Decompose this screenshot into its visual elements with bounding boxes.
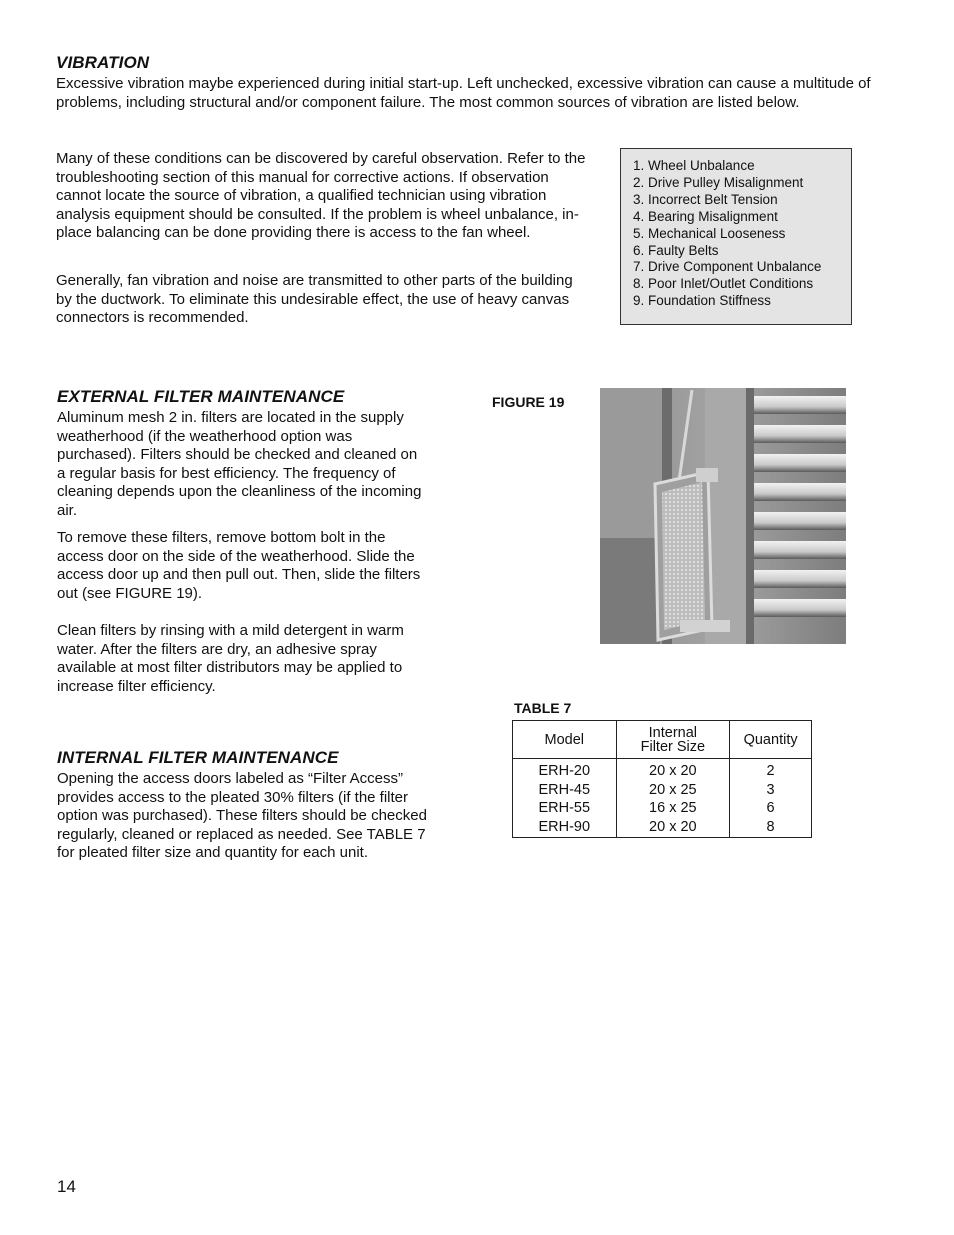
table-header-row — [513, 721, 812, 759]
cause-item: 3. Incorrect Belt Tension — [633, 191, 778, 207]
cause-item: 8. Poor Inlet/Outlet Conditions — [633, 276, 814, 292]
mesh-filter — [662, 482, 705, 630]
table-row — [513, 799, 812, 818]
vibration-heading: VIBRATION — [56, 53, 150, 72]
filter-size-cell: 20 x 20 — [616, 759, 730, 781]
external-filter-paragraph-3: Clean filters by rinsing with a mild detergent in warm water. After the filters are dry, an adhesive spray available at most filter distributors may be applied to increase filter efficiency. — [57, 622, 404, 695]
vibration-causes-box — [620, 148, 852, 325]
quantity-cell: 6 — [730, 799, 812, 818]
table-row — [513, 759, 812, 781]
filter-size-table — [512, 720, 812, 838]
model-cell: ERH-20 — [513, 759, 617, 781]
cause-item: 4. Bearing Misalignment — [633, 208, 778, 224]
model-cell: ERH-55 — [513, 799, 617, 818]
column-header-filter-size — [616, 721, 730, 759]
vibration-causes-list — [633, 158, 851, 310]
quantity-cell: 3 — [730, 781, 812, 800]
cause-item: 5. Mechanical Looseness — [633, 225, 786, 241]
figure-19-caption: FIGURE 19 — [492, 394, 565, 410]
cause-item: 1. Wheel Unbalance — [633, 158, 755, 173]
column-header-quantity: Quantity — [730, 721, 812, 759]
table-row — [513, 781, 812, 800]
filter-size-cell: 16 x 25 — [616, 799, 730, 818]
external-filter-heading: EXTERNAL FILTER MAINTENANCE — [57, 387, 345, 406]
quantity-cell: 8 — [730, 818, 812, 838]
model-cell: ERH-45 — [513, 781, 617, 800]
vibration-observation-paragraph: Many of these conditions can be discovered by careful observation. Refer to the troubleshooting section of this manual for corrective actions. If observation cannot locate the source of vibration, a qualified technician using vibration analysis equipment should be consulted. If the problem is wheel unbalance, in-place balancing can be done providing there is access to the fan wheel. — [56, 150, 586, 242]
vibration-ductwork-paragraph: Generally, fan vibration and noise are transmitted to other parts of the building by the ductwork. To eliminate this undesirable effect, the use of heavy canvas connectors is recommended. — [56, 272, 573, 327]
filter-size-cell: 20 x 25 — [616, 781, 730, 800]
table-row — [513, 818, 812, 838]
filter-size-cell: 20 x 20 — [616, 818, 730, 838]
table-7-caption: TABLE 7 — [514, 700, 572, 716]
vibration-intro: Excessive vibration maybe experienced during initial start-up. Left unchecked, excessive vibration can cause a multitude of problems, including structural and/or component failure. The most common sources of vibration are listed below. — [56, 75, 871, 111]
column-header-model: Model — [513, 721, 617, 759]
model-cell: ERH-90 — [513, 818, 617, 838]
internal-filter-paragraph: Opening the access doors labeled as “Filter Access” provides access to the pleated 30% filters (if the filter option was purchased). These filters should be checked regularly, cleaned or replaced as needed. See TABLE 7 for pleated filter size and quantity for each unit. — [57, 770, 427, 862]
cause-item: 2. Drive Pulley Misalignment — [633, 174, 804, 190]
page-number: 14 — [57, 1177, 76, 1196]
external-filter-paragraph-1: Aluminum mesh 2 in. filters are located in the supply weatherhood (if the weatherhood option was purchased). Filters should be checked and cleaned on a regular basis for best efficiency. The frequency of cleaning depends upon the cleanliness of the incoming air. — [57, 409, 422, 519]
external-filter-paragraph-2: To remove these filters, remove bottom bolt in the access door on the side of the weatherhood. Slide the access door up and then pull out. Then, slide the filters out (see FIGURE 19). — [57, 529, 421, 602]
weatherhood-filter-photo — [600, 388, 846, 644]
quantity-cell: 2 — [730, 759, 812, 781]
column-header-filter-size-text: Internal Filter Size — [640, 724, 706, 755]
cause-item: 9. Foundation Stiffness — [633, 293, 771, 309]
cause-item: 7. Drive Component Unbalance — [633, 259, 822, 275]
cause-item: 6. Faulty Belts — [633, 242, 719, 258]
internal-filter-heading: INTERNAL FILTER MAINTENANCE — [57, 748, 339, 767]
